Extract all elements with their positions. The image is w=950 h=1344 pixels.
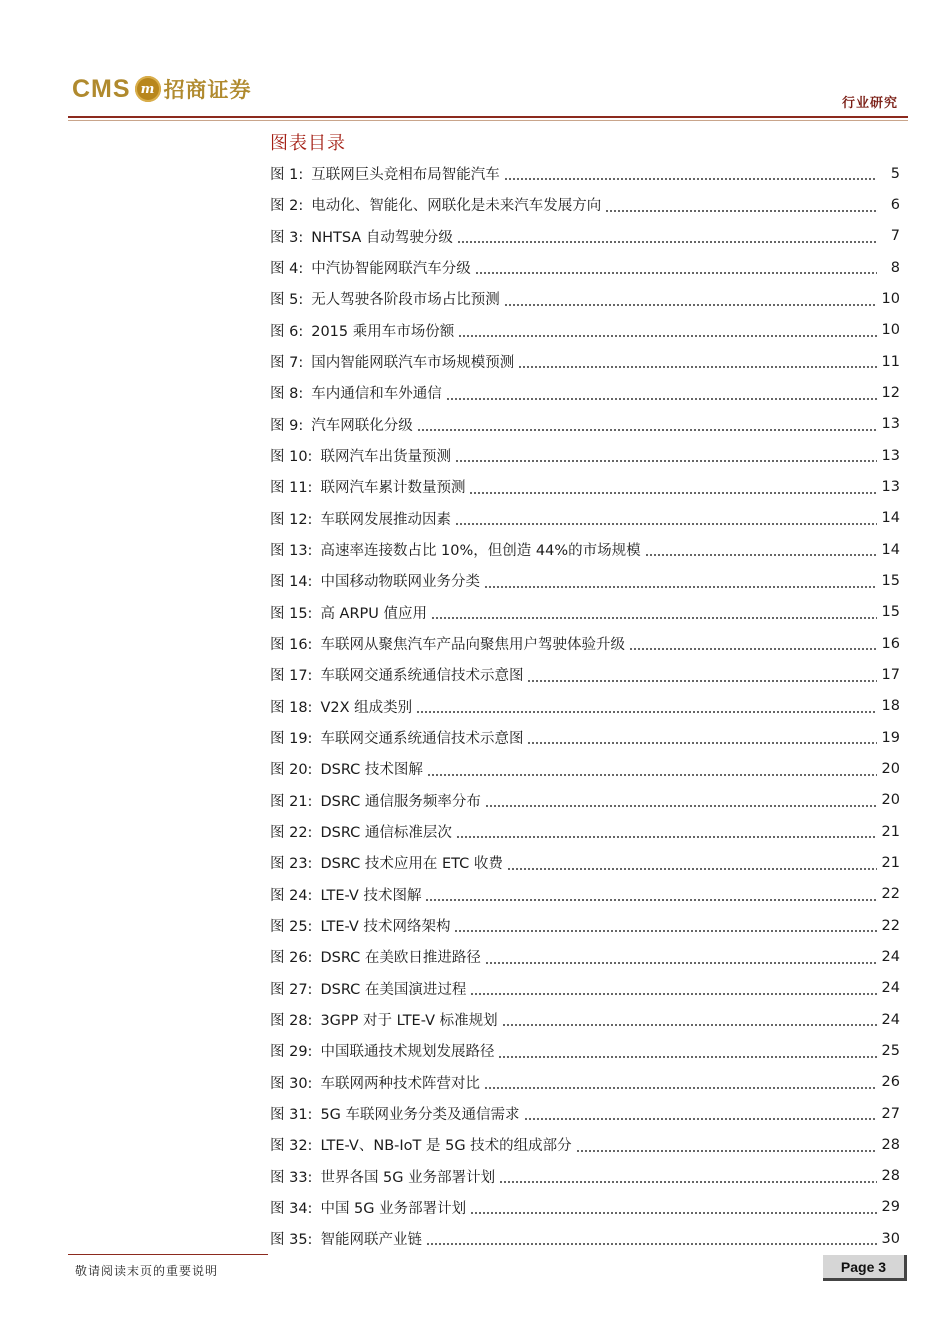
toc-entry-page: 8: [890, 259, 900, 276]
toc-entry-number: 图 34:: [270, 1200, 313, 1217]
toc-entry[interactable]: [270, 1161, 900, 1192]
toc-entry[interactable]: [270, 847, 900, 878]
toc-entry-page: 21: [881, 854, 900, 871]
toc-dot-leader: [485, 962, 877, 964]
toc-entry-page: 30: [881, 1230, 900, 1247]
toc-entry[interactable]: [270, 221, 900, 252]
toc-dot-leader: [456, 836, 877, 838]
toc-entry[interactable]: [270, 189, 900, 220]
toc-entry-title: 中国 5G 业务部署计划: [320, 1200, 467, 1217]
toc-entry-page: 10: [881, 290, 900, 307]
toc-dot-leader: [425, 899, 877, 901]
toc-entry-number: 图 18:: [270, 699, 313, 716]
toc-list: [270, 158, 900, 1254]
footer-disclaimer: 敬请阅读末页的重要说明: [75, 1264, 219, 1278]
toc-entry-page: 27: [881, 1105, 900, 1122]
footer-divider: [68, 1254, 268, 1255]
toc-entry-title: DSRC 通信标准层次: [320, 825, 452, 842]
toc-entry[interactable]: [270, 659, 900, 690]
toc-entry[interactable]: [270, 471, 900, 502]
page-header: [0, 0, 950, 130]
toc-entry-title: DSRC 技术应用在 ETC 收费: [320, 856, 503, 873]
toc-entry-number: 图 23:: [270, 856, 313, 873]
toc-entry-number: 图 28:: [270, 1013, 313, 1030]
toc-dot-leader: [426, 1243, 877, 1245]
toc-entry[interactable]: [270, 346, 900, 377]
toc-entry[interactable]: [270, 910, 900, 941]
toc-entry-title: 高速率连接数占比 10%，但创造 44%的市场规模: [320, 543, 641, 560]
toc-entry-number: 图 14:: [270, 574, 313, 591]
toc-entry-page: 6: [890, 196, 900, 213]
toc-entry-title: 电动化、智能化、网联化是未来汽车发展方向: [311, 198, 602, 215]
toc-entry-title: 高 ARPU 值应用: [320, 605, 428, 622]
toc-entry-page: 14: [881, 510, 900, 527]
toc-entry-title: DSRC 在美国演进过程: [320, 981, 467, 998]
toc-entry-title: DSRC 在美欧日推进路径: [320, 950, 481, 967]
toc-entry-title: 车联网两种技术阵营对比: [320, 1075, 480, 1092]
toc-dot-leader: [504, 178, 877, 180]
toc-entry[interactable]: [270, 1035, 900, 1066]
toc-dot-leader: [485, 805, 877, 807]
toc-entry-title: 车联网发展推动因素: [320, 511, 451, 528]
toc-heading: 图表目录: [270, 133, 346, 154]
toc-dot-leader: [484, 586, 877, 588]
toc-entry-title: 车联网交通系统通信技术示意图: [320, 668, 524, 685]
toc-entry[interactable]: [270, 941, 900, 972]
toc-dot-leader: [605, 210, 877, 212]
toc-dot-leader: [475, 272, 877, 274]
toc-entry-page: 15: [881, 572, 900, 589]
toc-dot-leader: [427, 774, 877, 776]
toc-entry-number: 图 17:: [270, 668, 313, 685]
toc-dot-leader: [502, 1024, 877, 1026]
company-logo: [72, 74, 252, 104]
toc-entry[interactable]: [270, 158, 900, 189]
toc-dot-leader: [454, 930, 877, 932]
toc-entry-number: 图 10:: [270, 449, 313, 466]
toc-entry-page: 24: [881, 948, 900, 965]
toc-entry-title: LTE-V 技术图解: [320, 887, 422, 904]
toc-dot-leader: [458, 335, 877, 337]
toc-entry-title: 中国联通技术规划发展路径: [320, 1044, 495, 1061]
toc-entry-page: 7: [890, 228, 900, 245]
toc-entry-title: 车内通信和车外通信: [311, 386, 442, 403]
toc-entry-number: 图 21:: [270, 793, 313, 810]
header-divider-thin: [68, 120, 908, 121]
toc-entry[interactable]: [270, 1223, 900, 1254]
toc-entry-page: 22: [881, 917, 900, 934]
toc-entry-number: 图 12:: [270, 511, 313, 528]
toc-entry-number: 图 15:: [270, 605, 313, 622]
toc-entry-page: 28: [881, 1168, 900, 1185]
toc-entry-title: 3GPP 对于 LTE-V 标准规划: [320, 1013, 498, 1030]
toc-entry-number: 图 22:: [270, 825, 313, 842]
toc-entry[interactable]: [270, 1192, 900, 1223]
logo-emblem-icon: m: [135, 76, 161, 102]
toc-entry[interactable]: [270, 315, 900, 346]
toc-entry-title: LTE-V 技术网络架构: [320, 919, 451, 936]
toc-entry-page: 13: [881, 478, 900, 495]
toc-entry-page: 29: [881, 1199, 900, 1216]
toc-entry-number: 图 30:: [270, 1075, 313, 1092]
toc-entry[interactable]: [270, 973, 900, 1004]
toc-dot-leader: [446, 398, 877, 400]
toc-dot-leader: [457, 241, 877, 243]
toc-entry[interactable]: [270, 1129, 900, 1160]
toc-entry-page: 5: [890, 165, 900, 182]
toc-entry-title: 智能网联产业链: [320, 1232, 422, 1249]
toc-entry-number: 图 19:: [270, 731, 313, 748]
toc-dot-leader: [576, 1150, 877, 1152]
toc-entry-page: 24: [881, 980, 900, 997]
toc-entry-number: 图 25:: [270, 919, 313, 936]
toc-entry[interactable]: [270, 628, 900, 659]
toc-entry-page: 16: [881, 635, 900, 652]
toc-dot-leader: [470, 1212, 877, 1214]
toc-dot-leader: [417, 429, 877, 431]
toc-entry-number: 图 13:: [270, 543, 313, 560]
toc-entry-title: 汽车网联化分级: [311, 417, 413, 434]
toc-dot-leader: [629, 648, 877, 650]
toc-entry[interactable]: [270, 722, 900, 753]
toc-entry-title: 联网汽车累计数量预测: [320, 480, 466, 497]
toc-entry-number: 图 4:: [270, 261, 304, 278]
toc-dot-leader: [484, 1087, 877, 1089]
logo-chinese-name: 招商证券: [163, 77, 252, 102]
toc-entry-page: 24: [881, 1011, 900, 1028]
toc-dot-leader: [499, 1181, 877, 1183]
toc-entry-title: 车联网交通系统通信技术示意图: [320, 731, 524, 748]
toc-entry-title: V2X 组成类别: [320, 699, 413, 716]
toc-entry-page: 17: [881, 666, 900, 683]
toc-entry[interactable]: [270, 503, 900, 534]
toc-entry[interactable]: [270, 785, 900, 816]
toc-entry-title: 中国移动物联网业务分类: [320, 574, 480, 591]
toc-dot-leader: [507, 868, 877, 870]
toc-entry[interactable]: [270, 409, 900, 440]
toc-entry-number: 图 5:: [270, 292, 304, 309]
toc-entry[interactable]: [270, 534, 900, 565]
toc-dot-leader: [455, 460, 877, 462]
toc-entry-page: 20: [881, 792, 900, 809]
toc-entry-title: DSRC 技术图解: [320, 762, 423, 779]
toc-entry[interactable]: [270, 1067, 900, 1098]
toc-entry-page: 15: [881, 604, 900, 621]
toc-entry-number: 图 24:: [270, 887, 313, 904]
toc-entry-number: 图 35:: [270, 1232, 313, 1249]
toc-entry[interactable]: [270, 1004, 900, 1035]
toc-entry-page: 13: [881, 447, 900, 464]
toc-entry[interactable]: [270, 565, 900, 596]
toc-entry-number: 图 29:: [270, 1044, 313, 1061]
toc-entry-page: 20: [881, 760, 900, 777]
toc-entry-title: 车联网从聚焦汽车产品向聚焦用户驾驶体验升级: [320, 637, 625, 654]
toc-entry[interactable]: [270, 440, 900, 471]
toc-entry-page: 28: [881, 1136, 900, 1153]
toc-entry-page: 14: [881, 541, 900, 558]
toc-entry-page: 19: [881, 729, 900, 746]
toc-entry-title: 联网汽车出货量预测: [320, 449, 451, 466]
toc-entry-title: NHTSA 自动驾驶分级: [311, 229, 453, 246]
toc-entry[interactable]: [270, 753, 900, 784]
toc-entry-page: 21: [881, 823, 900, 840]
toc-entry[interactable]: [270, 597, 900, 628]
section-label: 行业研究: [841, 96, 898, 111]
toc-dot-leader: [416, 711, 877, 713]
toc-entry-number: 图 31:: [270, 1107, 313, 1123]
toc-entry-title: 无人驾驶各阶段市场占比预测: [311, 292, 500, 309]
toc-entry-number: 图 6:: [270, 323, 304, 340]
toc-entry-page: 10: [881, 322, 900, 339]
toc-entry-title: 世界各国 5G 业务部署计划: [320, 1169, 496, 1186]
toc-entry-title: 5G 车联网业务分类及通信需求: [320, 1107, 520, 1123]
toc-entry-number: 图 7:: [270, 355, 304, 372]
toc-entry[interactable]: [270, 1098, 900, 1129]
toc-entry-number: 图 2:: [270, 198, 304, 215]
toc-dot-leader: [524, 1118, 877, 1120]
toc-entry[interactable]: [270, 879, 900, 910]
toc-dot-leader: [431, 617, 877, 619]
toc-entry-number: 图 27:: [270, 981, 313, 998]
toc-entry-page: 11: [881, 353, 900, 370]
toc-entry[interactable]: [270, 252, 900, 283]
toc-dot-leader: [498, 1056, 877, 1058]
toc-entry-number: 图 1:: [270, 167, 304, 184]
toc-entry-page: 18: [881, 698, 900, 715]
toc-dot-leader: [645, 554, 877, 556]
toc-entry-title: 互联网巨头竞相布局智能汽车: [311, 167, 500, 184]
toc-dot-leader: [470, 993, 877, 995]
toc-entry-number: 图 9:: [270, 417, 304, 434]
toc-dot-leader: [469, 492, 877, 494]
toc-entry[interactable]: [270, 691, 900, 722]
header-divider: [68, 116, 908, 118]
toc-dot-leader: [527, 742, 877, 744]
toc-entry-page: 12: [881, 384, 900, 401]
toc-entry-title: DSRC 通信服务频率分布: [320, 793, 481, 810]
toc-entry-page: 26: [881, 1074, 900, 1091]
toc-entry-number: 图 33:: [270, 1169, 313, 1186]
toc-dot-leader: [527, 680, 877, 682]
page-number-badge: Page 3: [823, 1255, 907, 1281]
toc-entry-number: 图 32:: [270, 1138, 313, 1155]
toc-dot-leader: [518, 366, 877, 368]
toc-entry-page: 25: [881, 1042, 900, 1059]
toc-entry-title: 中汽协智能网联汽车分级: [311, 261, 471, 278]
toc-entry-page: 13: [881, 416, 900, 433]
logo-cms-text: CMS: [72, 74, 131, 103]
toc-entry-title: 2015 乘用车市场份额: [311, 323, 455, 340]
toc-entry-number: 图 26:: [270, 950, 313, 967]
toc-entry-number: 图 11:: [270, 480, 313, 497]
toc-entry-title: 国内智能网联汽车市场规模预测: [311, 355, 515, 372]
toc-entry-title: LTE-V、NB-IoT 是 5G 技术的组成部分: [320, 1138, 572, 1155]
toc-dot-leader: [455, 523, 877, 525]
toc-entry[interactable]: [270, 283, 900, 314]
toc-dot-leader: [504, 304, 877, 306]
toc-entry-page: 22: [881, 886, 900, 903]
toc-entry-number: 图 16:: [270, 637, 313, 654]
toc-entry-number: 图 3:: [270, 229, 304, 246]
toc-entry-number: 图 20:: [270, 762, 313, 779]
toc-entry[interactable]: [270, 816, 900, 847]
toc-entry[interactable]: [270, 377, 900, 408]
toc-entry-number: 图 8:: [270, 386, 304, 403]
